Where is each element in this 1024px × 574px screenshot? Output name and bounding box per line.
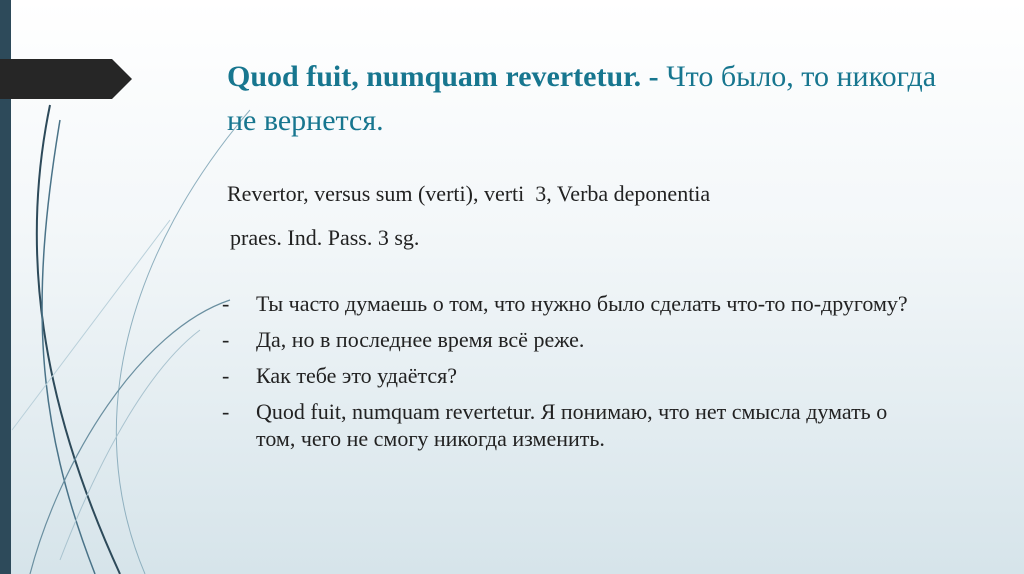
title-translation: Что было, то никогда не вернется. bbox=[227, 60, 937, 137]
list-dash: - bbox=[222, 327, 230, 352]
section-tab-marker bbox=[0, 59, 132, 99]
list-dash: - bbox=[222, 291, 230, 316]
list-item bbox=[222, 398, 922, 452]
list-dash: - bbox=[222, 399, 230, 424]
list-dash: - bbox=[222, 363, 230, 388]
dialog-list bbox=[222, 290, 922, 461]
list-item-text: Quod fuit, numquam revertetur. Я понимаю, что нет смысла думать о том, чего не смогу никогда изменить. bbox=[256, 399, 888, 451]
list-item-text: Да, но в последнее время всё реже. bbox=[256, 327, 585, 352]
list-item-text: Ты часто думаешь о том, что нужно было сделать что-то по-другому? bbox=[256, 291, 908, 316]
list-item bbox=[222, 362, 922, 389]
grammar-forms: Revertor, versus sum (verti), verti 3, Verba deponentia bbox=[227, 181, 711, 206]
slide-title bbox=[227, 55, 947, 143]
list-item bbox=[222, 326, 922, 353]
grammar-analysis: praes. Ind. Pass. 3 sg. bbox=[230, 225, 420, 250]
list-item-text: Как тебе это удаётся? bbox=[256, 363, 458, 388]
title-latin: Quod fuit, numquam revertetur. - bbox=[227, 60, 659, 93]
list-item bbox=[222, 290, 922, 317]
